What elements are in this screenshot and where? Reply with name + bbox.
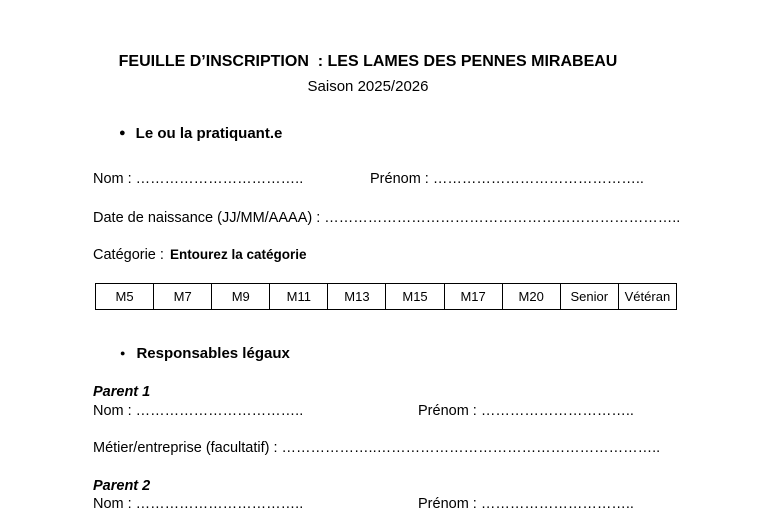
form-title: FEUILLE D’INSCRIPTION : LES LAMES DES PENNES MIRABEAU (118, 53, 618, 70)
parent2-prenom-label: Prénom : (418, 496, 477, 511)
category-cell-m13: M13 (328, 284, 386, 310)
parent2-nom-field (93, 495, 303, 511)
parent2-nom-label: Nom : (93, 496, 132, 511)
practitioner-nom-label: Nom : (93, 171, 132, 187)
parent1-title: Parent 1 (93, 384, 151, 400)
category-cell-m15: M15 (386, 284, 444, 310)
parent2-prenom-dotted-line: ………………………….. (480, 496, 634, 511)
category-cell-m17: M17 (444, 284, 502, 310)
parent1-prenom-dotted-line: ………………………….. (480, 403, 634, 419)
category-table (95, 283, 677, 310)
category-cell-m11: M11 (270, 284, 328, 310)
practitioner-prenom-label: Prénom : (370, 171, 429, 187)
category-cell-m7: M7 (154, 284, 212, 310)
category-field (93, 246, 306, 264)
parent1-nom-field (93, 402, 303, 420)
practitioner-dob-label: Date de naissance (JJ/MM/AAAA) : (93, 210, 321, 226)
category-cell-m9: M9 (212, 284, 270, 310)
parent1-prenom-label: Prénom : (418, 403, 477, 419)
practitioner-dob-field (93, 209, 680, 227)
parent2-title: Parent 2 (93, 478, 151, 494)
parent1-nom-label: Nom : (93, 403, 132, 419)
parent1-metier-label: Métier/entreprise (facultatif) : (93, 440, 278, 456)
section-heading-guardians (120, 345, 290, 362)
section-heading-practitioner-label: Le ou la pratiquant.e (135, 125, 283, 142)
parent2-nom-dotted-line: …………………………….. (135, 496, 304, 511)
section-heading-guardians-label: Responsables légaux (136, 345, 290, 362)
practitioner-dob-dotted-line: ……………………………………………………………….. (324, 210, 681, 226)
parent1-metier-field (93, 439, 660, 457)
form-season-subtitle: Saison 2025/2026 (307, 78, 429, 95)
practitioner-nom-dotted-line: …………………………….. (135, 171, 304, 187)
category-cell-m5: M5 (96, 284, 154, 310)
practitioner-prenom-dotted-line: …………………………………….. (432, 171, 644, 187)
parent2-prenom-field (418, 495, 634, 511)
document-header (0, 52, 736, 97)
category-cell-veteran: Vétéran (618, 284, 676, 310)
parent1-prenom-field (418, 402, 634, 420)
bullet-icon: ● (120, 348, 126, 358)
practitioner-nom-field (93, 170, 303, 188)
category-cell-m20: M20 (502, 284, 560, 310)
parent1-nom-dotted-line: …………………………….. (135, 403, 304, 419)
bullet-icon: ● (119, 127, 126, 139)
practitioner-prenom-field (370, 170, 644, 188)
category-cell-senior: Senior (560, 284, 618, 310)
category-table-row (96, 284, 677, 310)
section-heading-practitioner (119, 125, 282, 142)
category-label: Catégorie : (93, 247, 164, 263)
parent1-metier-dotted-line: ………………..………………………………………………….. (281, 440, 661, 456)
category-instruction: Entourez la catégorie (169, 247, 307, 262)
